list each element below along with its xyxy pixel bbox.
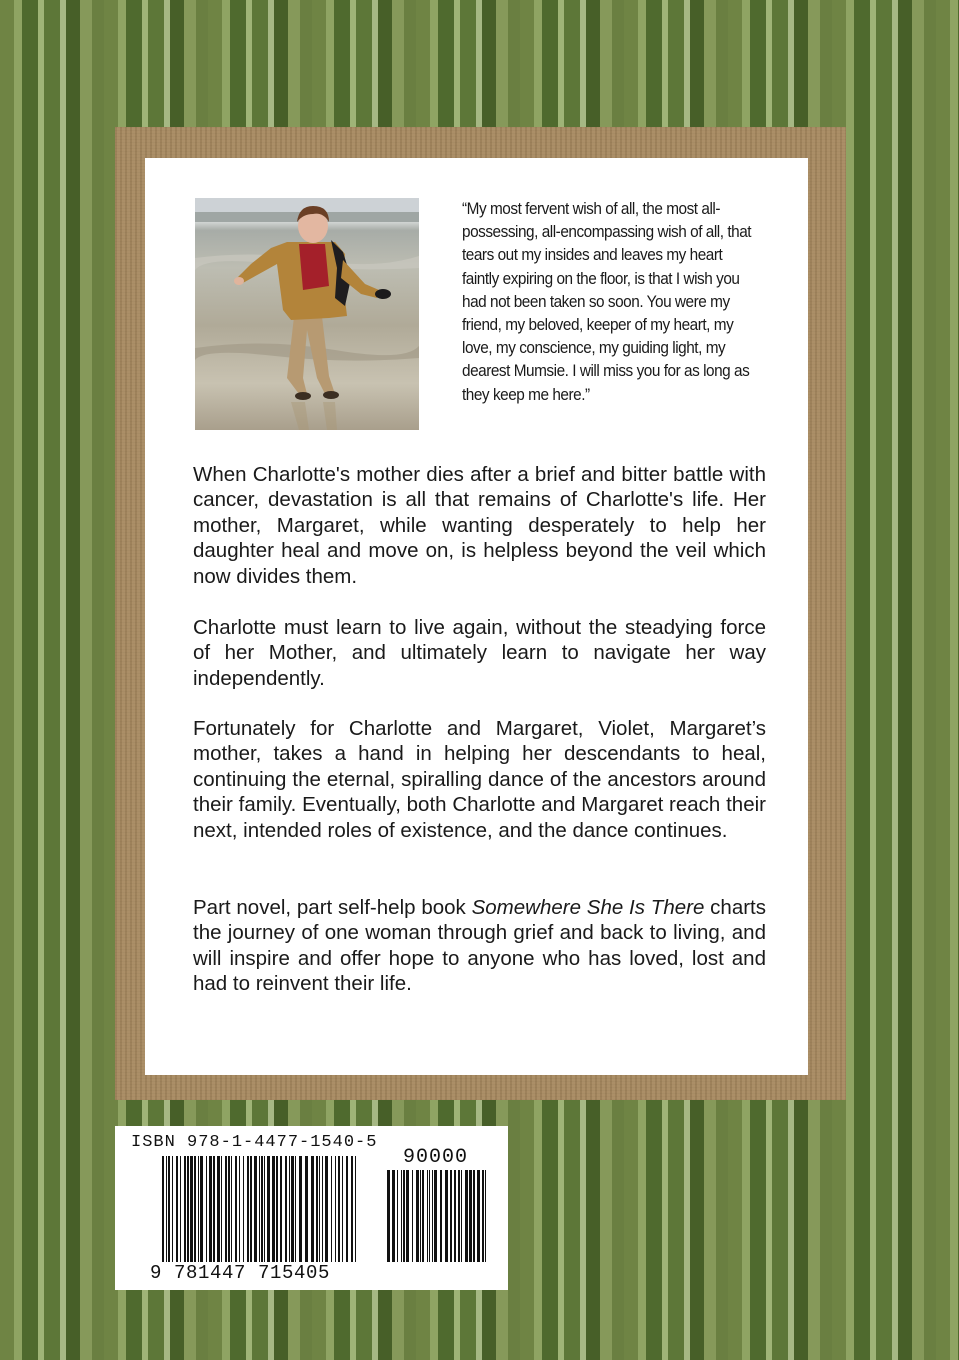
- barcode-bar: [276, 1156, 278, 1262]
- barcode-bar: [180, 1156, 181, 1262]
- barcode-bar: [477, 1170, 480, 1262]
- barcode-bar: [264, 1156, 265, 1262]
- barcode-bar: [184, 1156, 186, 1262]
- barcode-bar: [469, 1170, 472, 1262]
- barcode-bar: [247, 1156, 249, 1262]
- barcode-bar: [295, 1156, 296, 1262]
- paragraph-2: Charlotte must learn to live again, without the steadying force of her Mother, and ultimately learn to navigate her way independently.: [193, 616, 766, 690]
- barcode-addon-number: 90000: [403, 1146, 469, 1169]
- barcode-bar: [422, 1170, 424, 1262]
- barcode-bar: [482, 1170, 484, 1262]
- barcode-bar: [392, 1170, 395, 1262]
- paragraph-4-start: Part novel, part self-help book: [193, 896, 472, 919]
- barcode-bar: [162, 1156, 164, 1262]
- barcode-bar: [416, 1170, 419, 1262]
- barcode-bar: [217, 1156, 220, 1262]
- barcode-bar: [305, 1156, 308, 1262]
- barcode-bar: [412, 1170, 413, 1262]
- barcode-bar: [427, 1170, 428, 1262]
- barcode-bar: [346, 1156, 348, 1262]
- barcode-bar: [434, 1170, 437, 1262]
- barcode-bar: [351, 1156, 353, 1262]
- barcode-bar: [429, 1170, 430, 1262]
- barcode-bar: [406, 1170, 409, 1262]
- book-title: Somewhere She Is There: [471, 896, 705, 919]
- barcode-bar: [322, 1156, 323, 1262]
- paragraph-4-end: charts the journey of one woman through grief and back to living, and will inspire and offer hope to anyone who has loved, lost and had to reinvent their life.: [193, 896, 767, 996]
- barcode-bar: [291, 1156, 294, 1262]
- barcode-bar: [198, 1156, 199, 1262]
- barcode-bar: [338, 1156, 340, 1262]
- barcode-bar: [172, 1156, 173, 1262]
- barcode-bar: [311, 1156, 314, 1262]
- barcode-bar: [272, 1156, 275, 1262]
- barcode-bar: [243, 1156, 244, 1262]
- barcode-bar: [200, 1156, 203, 1262]
- barcode-bar: [316, 1156, 318, 1262]
- barcode-bar: [355, 1156, 356, 1262]
- barcode-bar: [325, 1156, 328, 1262]
- barcode-bar: [261, 1156, 263, 1262]
- barcode-bar: [473, 1170, 475, 1262]
- barcode-bar: [254, 1156, 257, 1262]
- barcode-bar: [445, 1170, 448, 1262]
- barcode-bar: [228, 1156, 230, 1262]
- barcode-bar: [335, 1156, 336, 1262]
- barcode-bar: [213, 1156, 215, 1262]
- barcode-bar: [440, 1170, 442, 1262]
- barcode-bar: [166, 1156, 167, 1262]
- barcode-bar: [401, 1170, 402, 1262]
- barcode-bar: [267, 1156, 270, 1262]
- barcode-bar: [176, 1156, 178, 1262]
- barcode-bar: [432, 1170, 433, 1262]
- barcode-bar: [221, 1156, 222, 1262]
- barcode-bar: [465, 1170, 468, 1262]
- barcode-bar: [387, 1170, 390, 1262]
- barcode-bar: [206, 1156, 207, 1262]
- barcode-bar: [450, 1170, 452, 1262]
- barcode-bar: [403, 1170, 405, 1262]
- paragraph-3: Fortunately for Charlotte and Margaret, Violet, Margaret’s mother, takes a hand in helping her descendants to heal, continuing the eternal, spiralling dance of the ancestors around their family. Eventually, both Charlotte and Margaret reach their next, intended roles of existence, and the dance continues.: [193, 717, 766, 842]
- barcode-bar: [225, 1156, 227, 1262]
- paragraph-1: When Charlotte's mother dies after a brief and bitter battle with cancer, devastation is all that remains of Charlotte's life. Her mother, Margaret, while wanting desperately to help her daughter heal and move on, is helpless beyond the veil which now divides them.: [193, 463, 766, 588]
- barcode-bar: [190, 1156, 193, 1262]
- barcode-bar: [187, 1156, 189, 1262]
- barcode-bar: [280, 1156, 282, 1262]
- barcode-bar: [461, 1170, 462, 1262]
- barcode-bar: [299, 1156, 302, 1262]
- barcode-bar: [342, 1156, 343, 1262]
- barcode-bar: [331, 1156, 332, 1262]
- barcode-bar: [250, 1156, 252, 1262]
- quote-text: “My most fervent wish of all, the most all-possessing, all-encompassing wish of all, that tears out my insides and leaves my heart faintly expiring on the floor, is that I wish you had not been taken so soon. You were my friend, my beloved, keeper of my heart, my love, my conscience, my guiding light, my dearest Mumsie. I will miss you for as long as they keep me here.”: [462, 200, 752, 404]
- barcode-bar: [168, 1156, 170, 1262]
- barcode-bar: [458, 1170, 460, 1262]
- barcode-bar: [259, 1156, 260, 1262]
- barcode-bar: [454, 1170, 456, 1262]
- barcode-digits: 9 781447 715405: [150, 1262, 331, 1284]
- barcode-bar: [239, 1156, 240, 1262]
- barcode-bar: [319, 1156, 320, 1262]
- isbn-label: ISBN 978-1-4477-1540-5: [131, 1133, 378, 1152]
- barcode-bar: [285, 1156, 287, 1262]
- barcode-bar: [231, 1156, 232, 1262]
- barcode-bar: [209, 1156, 212, 1262]
- barcode-bar: [397, 1170, 398, 1262]
- barcode-bar: [289, 1156, 290, 1262]
- barcode-bar: [485, 1170, 486, 1262]
- barcode-bar: [194, 1156, 196, 1262]
- barcode-bar: [420, 1170, 421, 1262]
- barcode-bar: [235, 1156, 237, 1262]
